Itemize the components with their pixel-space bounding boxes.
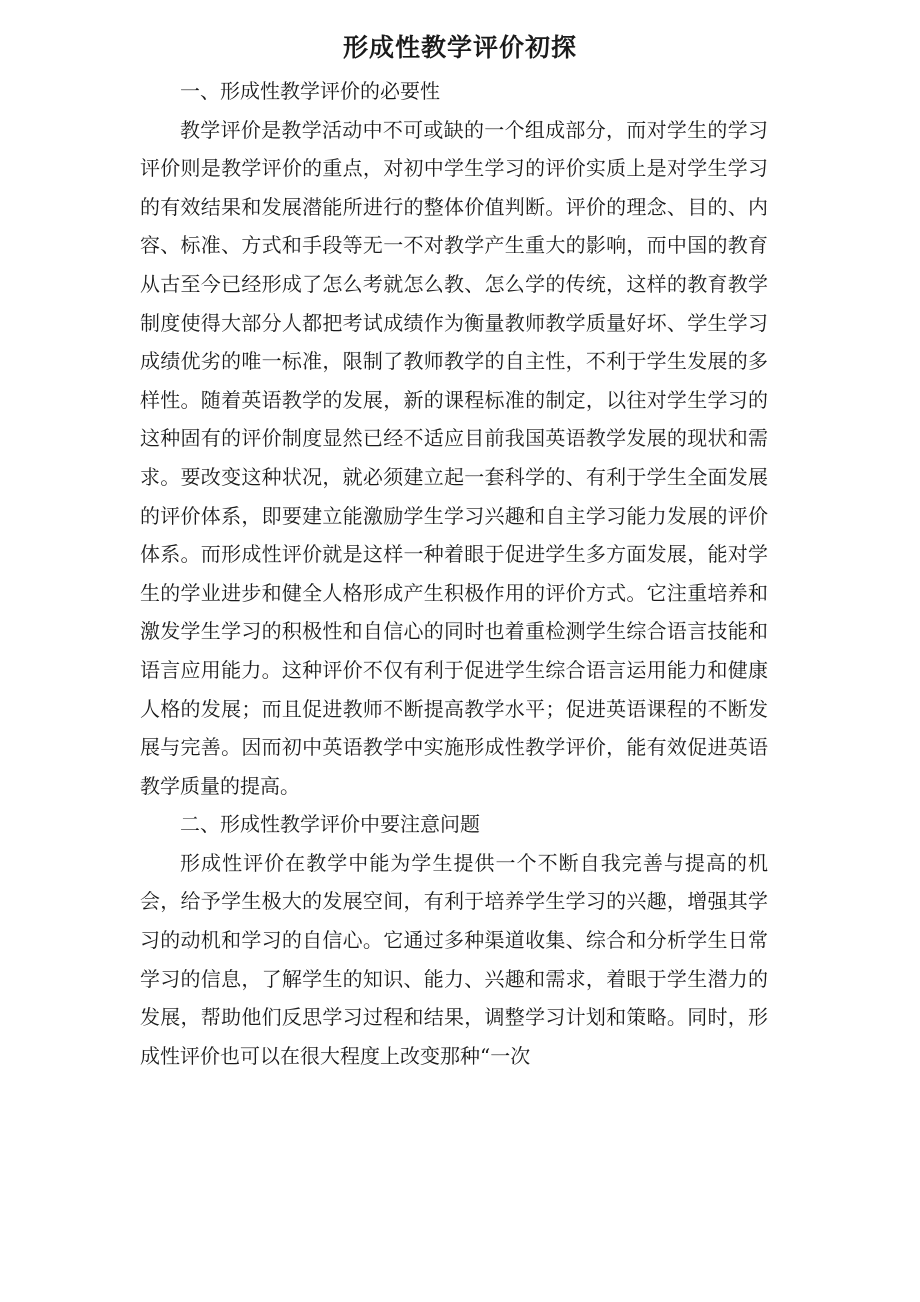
- paragraph-2: 形成性评价在教学中能为学生提供一个不断自我完善与提高的机会，给予学生极大的发展空间，有利于培养学生学习的兴趣，增强其学习的动机和学习的自信心。它通过多种渠道收集、综合和分析学生日常学习的信息，了解学生的知识、能力、兴趣和需求，着眼于学生潜力的发展，帮助他们反思学习过程和结果，调整学习计划和策略。同时，形成性评价也可以在很大程度上改变那种“一次: [140, 850, 768, 1068]
- document-body: [140, 72, 768, 1075]
- document-title: 形成性教学评价初探: [342, 33, 577, 62]
- paragraph-1: 教学评价是教学活动中不可或缺的一个组成部分，而对学生的学习评价则是教学评价的重点，对初中学生学习的评价实质上是对学生学习的有效结果和发展潜能所进行的整体价值判断。评价的理念、目的、内容、标准、方式和手段等无一不对教学产生重大的影响，而中国的教育从古至今已经形成了怎么考就怎么教、怎么学的传统，这样的教育教学制度使得大部分人都把考试成绩作为衡量教师教学质量好坏、学生学习成绩优劣的唯一标准，限制了教师教学的自主性，不利于学生发展的多样性。随着英语教学的发展，新的课程标准的制定，以往对学生学习的这种固有的评价制度显然已经不适应目前我国英语教学发展的现状和需求。要改变这种状况，就必须建立起一套科学的、有利于学生全面发展的评价体系，即要建立能激励学生学习兴趣和自主学习能力发展的评价体系。而形成性评价就是这样一种着眼于促进学生多方面发展，能对学生的学业进步和健全人格形成产生积极作用的评价方式。它注重培养和激发学生学习的积极性和自信心的同时也着重检测学生综合语言技能和语言应用能力。这种评价不仅有利于促进学生综合语言运用能力和健康人格的发展；而且促进教师不断提高教学水平；促进英语课程的不断发展与完善。因而初中英语教学中实施形成性教学评价，能有效促进英语教学质量的提高。: [140, 117, 768, 798]
- section-heading-1: 一、形成性教学评价的必要性: [180, 79, 440, 103]
- section-heading-2: 二、形成性教学评价中要注意问题: [180, 812, 480, 837]
